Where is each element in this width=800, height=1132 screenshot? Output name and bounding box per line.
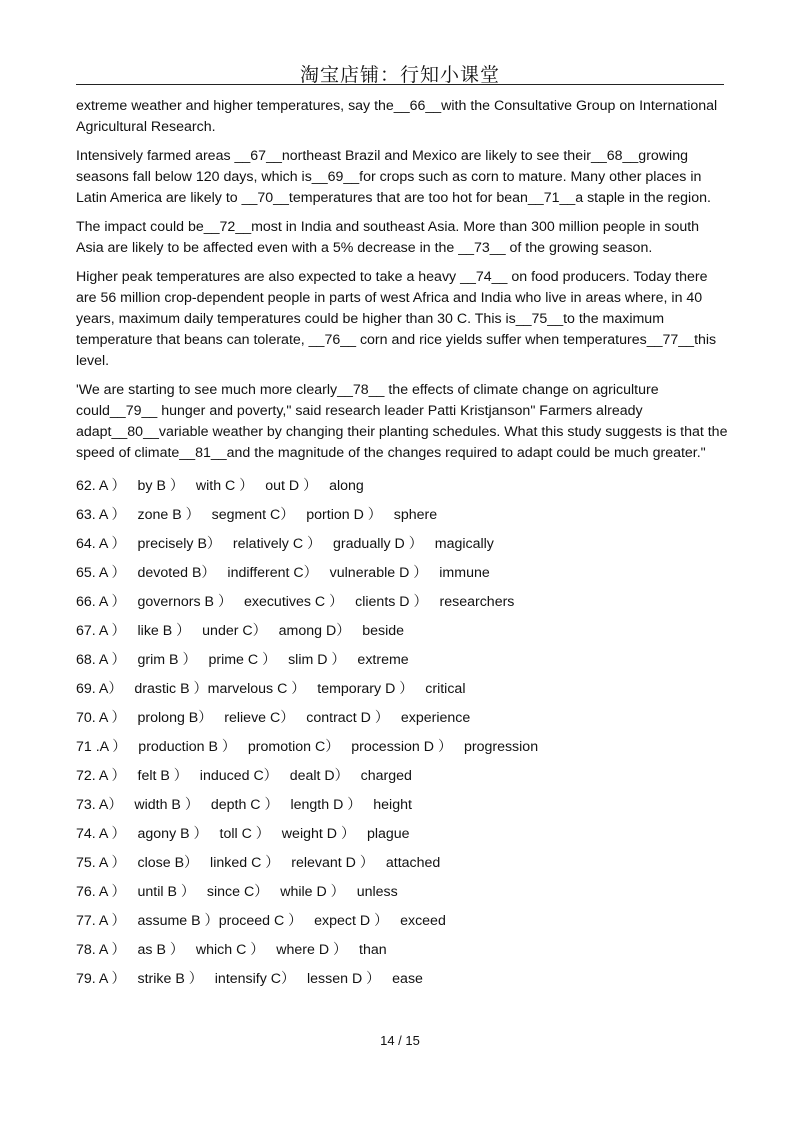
passage-paragraph: Higher peak temperatures are also expected to take a heavy __74__ on food producers. Today there are 56 million crop-dependent people in parts of west Africa and India who live in areas where, in 40 years, maximum daily temperatures could be higher than 30 C. This is__75__to the maximum temperature that beans can tolerate, __76__ corn and rice yields suffer when temperatures__77__this level.: [76, 269, 717, 369]
option-line: 72. A ） felt B ） induced C） dealt D） charged: [76, 768, 412, 784]
header-divider: [76, 84, 724, 85]
option-line: 68. A ） grim B ） prime C ） slim D ） extreme: [76, 652, 409, 668]
option-line: 79. A ） strike B ） intensify C） lessen D ） ease: [76, 971, 423, 987]
passage-paragraph: The impact could be__72__most in India and southeast Asia. More than 300 million people in south Asia are likely to be affected even with a 5% decrease in the __73__ of the growing season.: [76, 219, 700, 256]
option-line: 67. A ） like B ） under C） among D） beside: [76, 623, 405, 639]
option-line: 62. A ） by B ） with C ） out D ） along: [76, 478, 364, 494]
document-body: [76, 96, 728, 994]
option-line: 71 .A ） production B ） promotion C） procession D ） progression: [76, 739, 539, 755]
option-line: 77. A ） assume B ）proceed C ） expect D ） exceed: [76, 913, 446, 929]
option-line: 78. A ） as B ） which C ） where D ） than: [76, 942, 387, 958]
passage-paragraph: 'We are starting to see much more clearly__78__ the effects of climate change on agriculture could__79__ hunger and poverty," said research leader Patti Kristjanson" Farmers already adapt__80__variable weather by changing their planting schedules. What this study suggests is that the speed of climate__81__and the magnitude of the changes required to adapt could be much greater.": [76, 382, 728, 461]
option-line: 76. A ） until B ） since C） while D ） unless: [76, 884, 398, 900]
option-line: 73. A） width B ） depth C ） length D ） height: [76, 797, 412, 813]
option-line: 69. A） drastic B ）marvelous C ） temporary D ） critical: [76, 681, 466, 697]
option-line: 65. A ） devoted B） indifferent C） vulnerable D ） immune: [76, 565, 490, 581]
option-line: 70. A ） prolong B） relieve C） contract D ） experience: [76, 710, 471, 726]
option-line: 64. A ） precisely B） relatively C ） gradually D ） magically: [76, 536, 494, 552]
page-number: 14 / 15: [380, 1033, 420, 1048]
option-line: 75. A ） close B） linked C ） relevant D ） attached: [76, 855, 441, 871]
passage-paragraph: extreme weather and higher temperatures, say the__66__with the Consultative Group on International Agricultural Research.: [76, 98, 718, 135]
answer-options-list: [76, 472, 728, 994]
option-line: 74. A ） agony B ） toll C ） weight D ） plague: [76, 826, 410, 842]
page-header-title: 淘宝店铺：行知小课堂: [299, 64, 500, 86]
option-line: 63. A ） zone B ） segment C） portion D ） sphere: [76, 507, 438, 523]
passage-paragraph: Intensively farmed areas __67__northeast Brazil and Mexico are likely to see their__68__growing seasons fall below 120 days, which is__69__for crops such as corn to mature. Many other places in Latin America are likely to __70__temperatures that are too hot for bean__71__a staple in the region.: [76, 148, 711, 206]
option-line: 66. A ） governors B ） executives C ） clients D ） researchers: [76, 594, 515, 610]
